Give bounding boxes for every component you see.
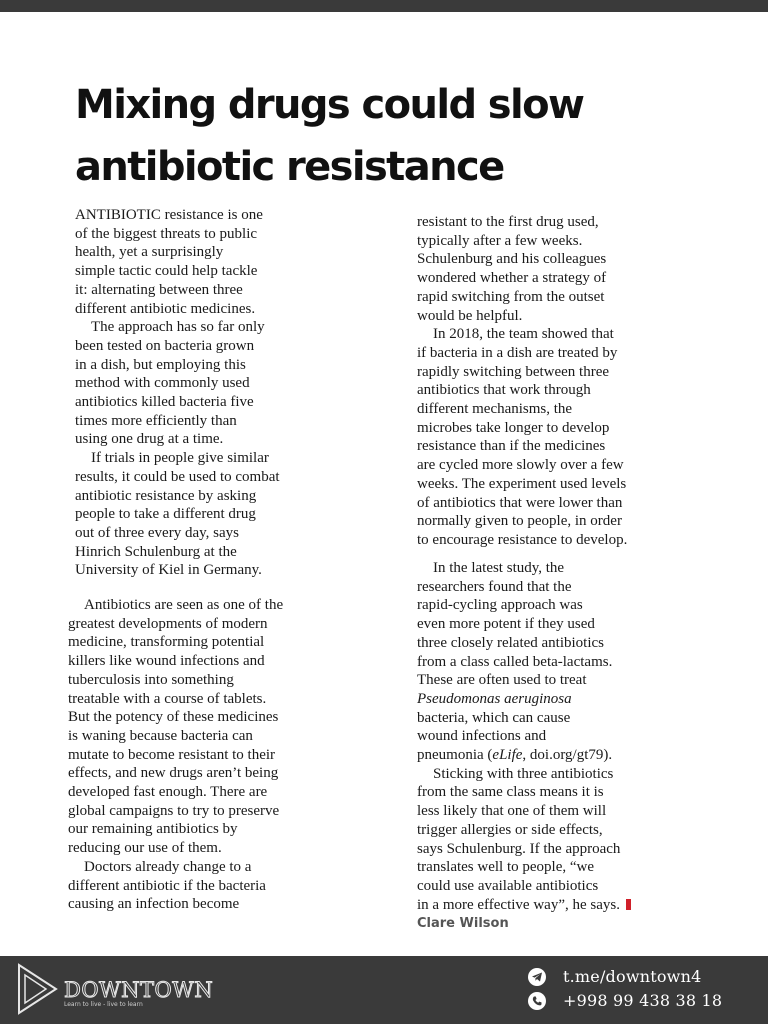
article-line: is waning because bacteria can [68,727,253,744]
column-1-top [75,206,280,580]
article-line: These are often used to treat [417,672,587,689]
article-line: would be helpful. [417,307,523,324]
telegram-icon [528,968,546,986]
telegram-link[interactable]: t.me/downtown4 [563,967,702,986]
article-line: researchers found that the [417,578,572,595]
article-line: our remaining antibiotics by [68,821,238,838]
article-line: antibiotics that work through [417,382,591,399]
article-line: If trials in people give similar [91,450,269,467]
article-line: global campaigns to try to preserve [68,802,280,819]
article-line: treatable with a course of tablets. [68,690,267,707]
article-line: In the latest study, the [433,560,565,576]
last-line [417,896,631,915]
article-line: it: alternating between three [75,281,243,298]
article-line: simple tactic could help tackle [75,263,258,280]
article-line: wound infections and [417,728,547,745]
article-line: antibiotic resistance by asking [75,487,257,504]
column-1-bottom [68,596,283,914]
phone-number[interactable]: +998 99 438 38 18 [563,991,723,1010]
article-line: even more potent if they used [417,616,595,633]
latest-study-lines [417,559,631,690]
article-line: University of Kiel in Germany. [75,562,262,579]
article-line: health, yet a surprisingly [75,244,224,261]
article-line: effects, and new drugs aren’t being [68,765,279,782]
article-line: to encourage resistance to develop. [417,531,628,548]
phone-icon [528,992,546,1010]
article-line: greatest developments of modern [68,615,268,632]
article-line: normally given to people, in order [417,513,622,530]
article-line: results, it could be used to combat [75,468,280,485]
footer-bar [0,956,768,1024]
article-line: Schulenburg and his colleagues [417,251,607,268]
article-line: rapid-cycling approach was [417,597,583,614]
article-line: mutate to become resistant to their [68,746,276,763]
article-line: method with commonly used [75,375,250,392]
article-line: been tested on bacteria grown [75,337,255,354]
citation-line [417,746,631,765]
article-line: resistance than if the medicines [417,438,606,455]
latest-study-lines-2 [417,709,631,746]
brand-name: DOWNTOWN [64,978,214,1002]
article-line: different mechanisms, the [417,401,573,418]
closing-lines [417,765,631,896]
article-line: in a dish, but employing this [75,356,246,373]
article-line: weeks. The experiment used levels [417,475,627,492]
article-line: microbes take longer to develop [417,419,610,436]
article-line: tuberculosis into something [68,671,234,688]
phone-contact[interactable] [528,991,722,1010]
end-mark [626,899,631,910]
article-line: from a class called beta-lactams. [417,653,613,670]
species-name-line [417,690,631,709]
byline: Clare Wilson [417,916,509,932]
article-line: Hinrich Schulenburg at the [75,543,237,560]
article-line: wondered whether a strategy of [417,270,607,287]
article-line: could use available antibiotics [417,877,599,894]
article-line: times more efficiently than [75,412,237,429]
article-line: out of three every day, says [75,524,239,541]
article-line: resistant to the first drug used, [417,214,599,230]
article-line: less likely that one of them will [417,803,607,820]
article-line: antibiotics killed bacteria five [75,394,254,411]
article-line: developed fast enough. There are [68,784,268,801]
top-bar [0,0,768,12]
citation-journal: eLife [492,747,523,764]
article-line: if bacteria in a dish are treated by [417,344,618,361]
citation-post: , doi.org/gt79). [522,747,613,764]
article-line: ANTIBIOTIC resistance is one [75,207,263,223]
article-line: In 2018, the team showed that [433,326,614,343]
article-line: But the potency of these medicines [68,709,279,726]
article-line: rapidly switching between three [417,363,610,380]
telegram-contact[interactable] [528,967,701,986]
article-line: different antibiotic if the bacteria [68,877,266,894]
article-line: typically after a few weeks. [417,232,583,249]
article-line: rapid switching from the outset [417,288,605,305]
article-line: Antibiotics are seen as one of the [84,597,284,613]
article-line: says Schulenburg. If the approach [417,840,621,857]
citation-pre: pneumonia ( [417,747,493,764]
article-line: bacteria, which can cause [417,709,571,726]
column-2-bottom [417,559,631,934]
article-line: from the same class means it is [417,784,604,801]
article-line: using one drug at a time. [75,431,224,448]
article-line: of antibiotics that were lower than [417,494,623,511]
downtown-logo-icon [16,963,60,1015]
article-line: Sticking with three antibiotics [433,765,614,782]
article-line: of the biggest threats to public [75,225,258,242]
article-line: different antibiotic medicines. [75,300,256,317]
species-name: Pseudomonas aeruginosa [417,690,572,707]
article-line: people to take a different drug [75,506,256,523]
article-line: reducing our use of them. [68,840,222,857]
article-line: trigger allergies or side effects, [417,821,603,838]
brand-tagline: Learn to live - live to learn [64,1001,143,1008]
article-line: killers like wound infections and [68,653,265,670]
last-line-text: in a more effective way”, he says. [417,896,620,913]
article-line: medicine, transforming potential [68,634,265,651]
column-2-top [417,213,627,550]
article-line: Doctors already change to a [84,858,252,875]
headline: Mixing drugs could slow antibiotic resistance [75,82,584,190]
article-line: The approach has so far only [91,319,265,336]
article-line: causing an infection become [68,896,240,913]
article-line: translates well to people, “we [417,859,595,876]
article-line: are cycled more slowly over a few [417,457,624,474]
article-line: three closely related antibiotics [417,634,605,651]
